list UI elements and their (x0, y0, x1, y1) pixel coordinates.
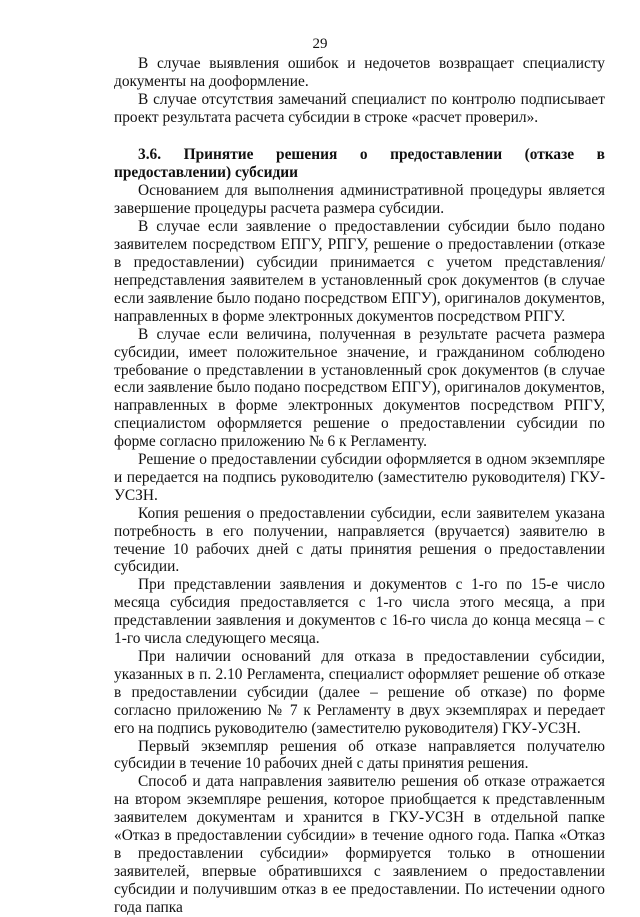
paragraph-epgu-rpgu: В случае если заявление о предоставлении субсидии было подано заявителем посредством ЕПГУ, РПГУ, решение о предоставлении (отказе в предоставлении) субсидии принимается с учетом представления/непредставления заявителем в установленный срок документов (в случае если заявление было подано посредством ЕПГУ), оригиналов документов, направленных в форме электронных документов посредством РПГУ. (114, 218, 605, 325)
document-body (114, 55, 605, 917)
paragraph-subsidy-start: При представлении заявления и документов с 1-го по 15-е число месяца субсидия предоставляется с 1-го числа этого месяца, а при представлении заявления и документов с 16-го числа до конца месяца – с 1-го числа следующего месяца. (114, 576, 605, 648)
paragraph-copy-of-decision: Копия решения о предоставлении субсидии, если заявителем указана потребность в его получении, направляется (вручается) заявителю в течение 10 рабочих дней с даты принятия решения о предоставлении субсидии. (114, 504, 605, 576)
paragraph-positive-value: В случае если величина, полученная в результате расчета размера субсидии, имеет положительное значение, и гражданином соблюдено требование о представлении в установленный срок документов (в случае если заявление было подано посредством ЕПГУ), оригиналов документов, направленных в форме электронных документов посредством РПГУ, специалистом оформляется решение о предоставлении субсидии по форме согласно приложению № 6 к Регламенту. (114, 325, 605, 451)
paragraph-first-copy: Первый экземпляр решения об отказе направляется получателю субсидии в течение 10 рабочих дней с даты принятия решения. (114, 737, 605, 773)
paragraph-refusal-grounds: При наличии оснований для отказа в предоставлении субсидии, указанных в п. 2.10 Регламента, специалист оформляет решение об отказе в предоставлении субсидии (далее – решение об отказе) по форме согласно приложению № 7 к Регламенту в двух экземплярах и передает его на подпись руководителю (заместителю руководителя) ГКУ-УСЗН. (114, 648, 605, 737)
paragraph-refusal-folder: Способ и дата направления заявителю решения об отказе отражается на втором экземпляре решения, которое приобщается к представленным заявителем документам и хранится в ГКУ-УСЗН в отдельной папке «Отказ в предоставлении субсидии» в течение одного года. Папка «Отказ в предоставлении субсидии» формируется только в отношении заявителей, впервые обратившихся с заявлением о предоставлении субсидии и получившим отказ в ее предоставлении. По истечении одного года папка (114, 773, 605, 916)
paragraph-return-for-revision: В случае выявления ошибок и недочетов возвращает специалисту документы на дооформление. (114, 55, 605, 90)
section-heading: 3.6. Принятие решения о предоставлении (отказе в предоставлении) субсидии (114, 145, 605, 181)
paragraph-single-copy: Решение о предоставлении субсидии оформляется в одном экземпляре и передается на подпись руководителю (заместителю руководителя) ГКУ-УСЗН. (114, 451, 605, 504)
paragraph-basis: Основанием для выполнения административной процедуры является завершение процедуры расчета размера субсидии. (114, 182, 605, 218)
page-number: 29 (312, 36, 328, 52)
paragraph-no-remarks: В случае отсутствия замечаний специалист по контролю подписывает проект результата расчета субсидии в строке «расчет проверил». (114, 90, 605, 126)
